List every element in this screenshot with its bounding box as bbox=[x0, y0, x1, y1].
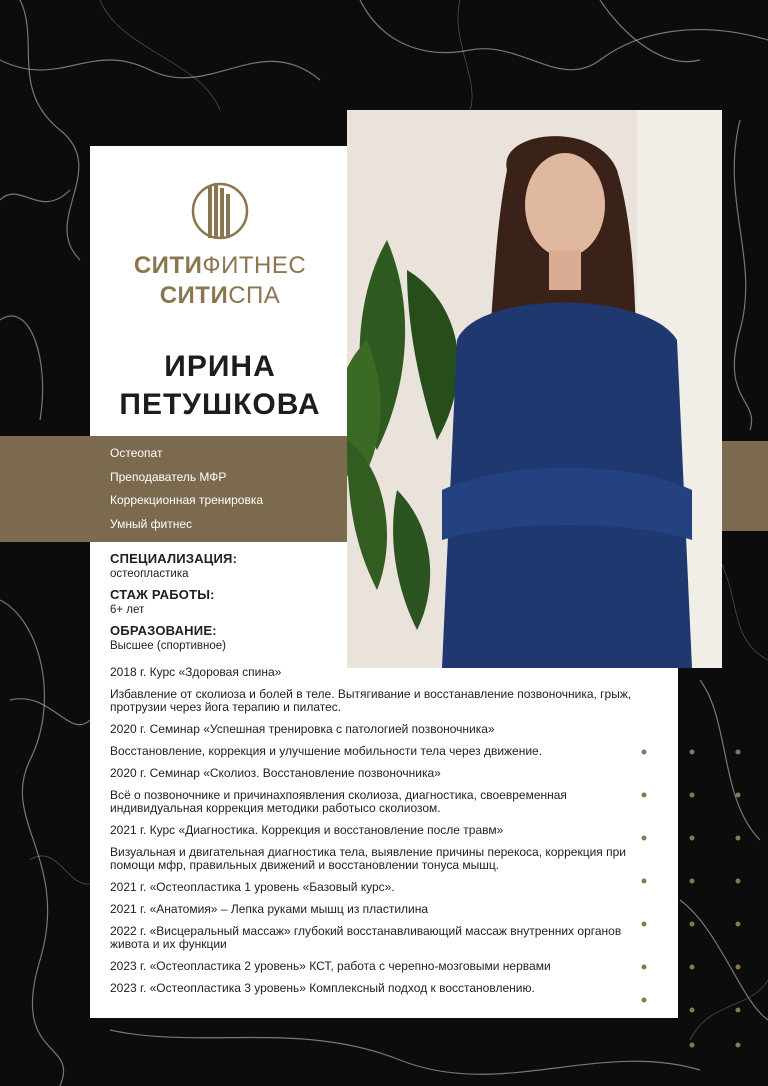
brand-line-spa: СИТИСПА bbox=[159, 282, 281, 309]
course-item: Визуальная и двигательная диагностика тела, выявление причины перекоса, коррекция при помощи мфр, правильных движений и восстановлении тонуса мышц. bbox=[110, 845, 626, 872]
role-item: Умный фитнес bbox=[110, 516, 192, 531]
course-item: 2020 г. Семинар «Сколиоз. Восстановление позвоночника» bbox=[110, 766, 441, 780]
experience-value: 6+ лет bbox=[110, 604, 145, 616]
course-item: 2021 г. Курс «Диагностика. Коррекция и восстановление после травм» bbox=[110, 823, 504, 837]
brand-logo bbox=[130, 180, 310, 310]
course-item: 2021 г. «Остеопластика 1 уровень «Базовый курс». bbox=[110, 880, 395, 894]
roles-list bbox=[110, 444, 340, 538]
role-item: Преподаватель МФР bbox=[110, 469, 227, 484]
building-icon bbox=[190, 180, 250, 242]
profile-info bbox=[110, 551, 670, 659]
course-item: 2022 г. «Висцеральный массаж» глубокий восстанавливающий массаж внутренних органов живота и их функции bbox=[110, 924, 622, 951]
brand-line-fitness: СИТИФИТНЕС bbox=[133, 252, 307, 279]
course-item: 2020 г. Семинар «Успешная тренировка с патологией позвоночника» bbox=[110, 722, 495, 736]
courses-list bbox=[110, 666, 635, 1004]
name-last: ПЕТУШКОВА bbox=[119, 388, 321, 421]
specialization-label: СПЕЦИАЛИЗАЦИЯ: bbox=[110, 551, 238, 566]
name-first: ИРИНА bbox=[164, 350, 276, 383]
role-item: Остеопат bbox=[110, 446, 163, 460]
course-item: Всё о позвоночнике и причинахпоявления сколиоза, диагностика, своевременная индивидуальная коррекция методики работысо сколиозом. bbox=[110, 788, 567, 815]
person-name bbox=[100, 348, 340, 424]
course-item: 2023 г. «Остеопластика 3 уровень» Комплексный подход к восстановлению. bbox=[110, 981, 535, 995]
experience-label: СТАЖ РАБОТЫ: bbox=[110, 587, 215, 602]
course-item: 2018 г. Курс «Здоровая спина» bbox=[110, 665, 282, 679]
course-item: 2023 г. «Остеопластика 2 уровень» КСТ, работа с черепно-мозговыми нервами bbox=[110, 959, 551, 973]
accent-band-right bbox=[722, 441, 768, 531]
course-item: Восстановление, коррекция и улучшение мобильности тела через движение. bbox=[110, 744, 543, 758]
role-item: Коррекционная тренировка bbox=[110, 493, 264, 507]
course-item: Избавление от сколиоза и болей в теле. Вытягивание и восстанавление позвоночника, грыж, протрузии через йога терапию и пилатес. bbox=[110, 687, 632, 714]
specialization-value: остеопластика bbox=[110, 568, 189, 580]
education-label: ОБРАЗОВАНИЕ: bbox=[110, 623, 217, 638]
course-item: 2021 г. «Анатомия» – Лепка руками мышц из пластилина bbox=[110, 902, 429, 916]
education-value: Высшее (спортивное) bbox=[110, 640, 227, 652]
